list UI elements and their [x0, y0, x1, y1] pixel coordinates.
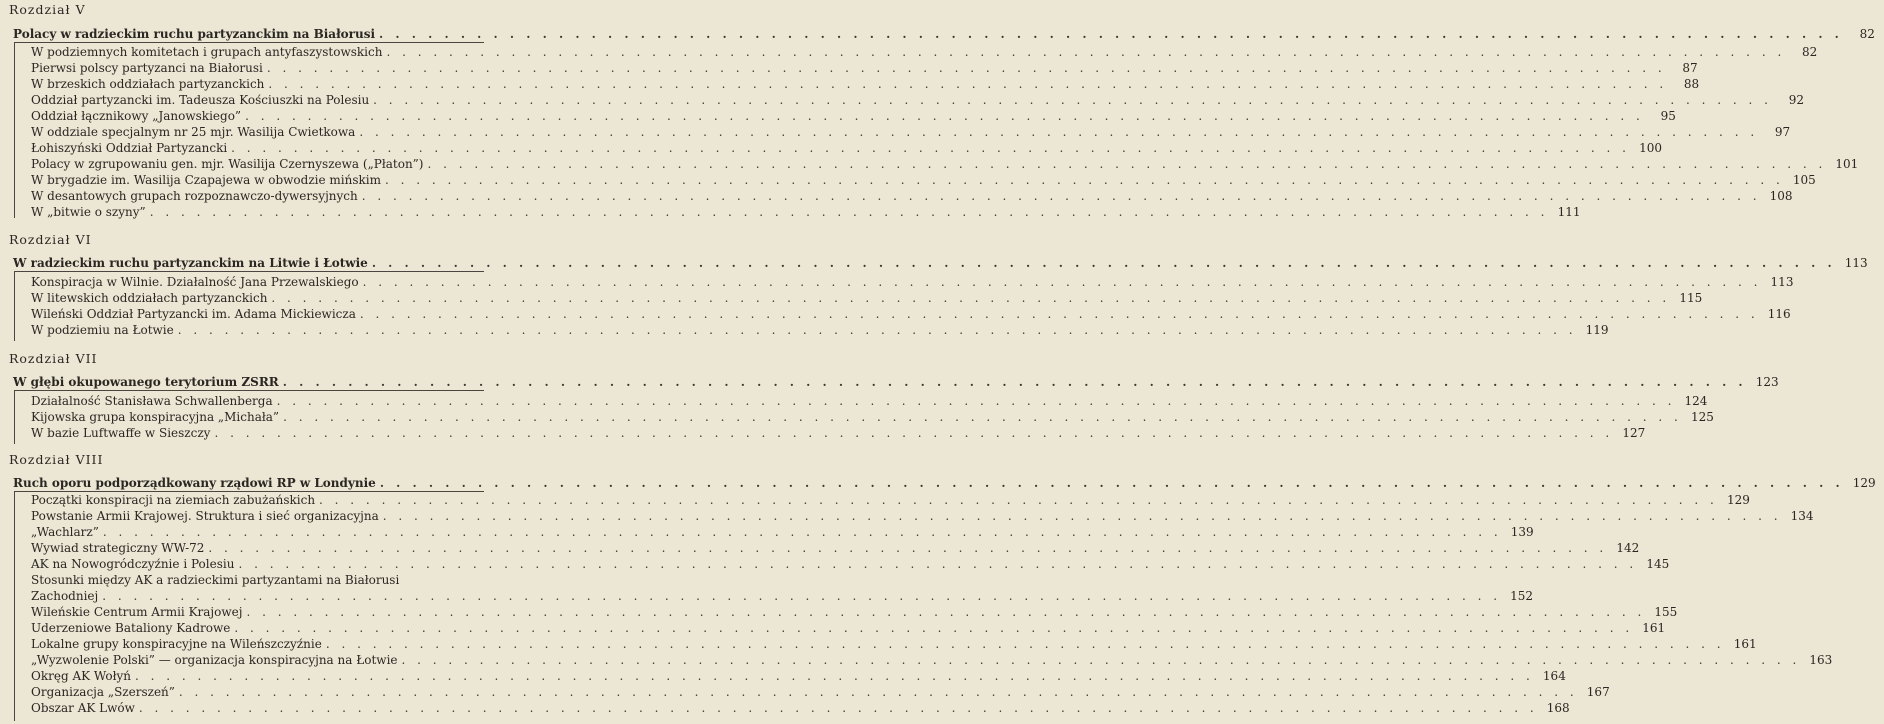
page-number: 134 [1790, 509, 1814, 523]
toc-entry [0, 524, 1534, 540]
entry-title: W oddziale specjalnym nr 25 mjr. Wasilija Cwietkowa [31, 125, 356, 139]
entry-title: W głębi okupowanego terytorium ZSRR [13, 375, 279, 389]
page-number: 139 [1510, 525, 1534, 539]
chapter-main-entry [0, 374, 1779, 390]
page-number: 124 [1684, 394, 1708, 408]
toc-entry [0, 572, 531, 588]
leader-dots [359, 124, 1758, 140]
page-number: 87 [1682, 61, 1698, 75]
leader-dots [428, 156, 1827, 172]
leader-dots [360, 306, 1759, 322]
leader-dots [102, 588, 1501, 604]
toc-entry [0, 60, 1698, 76]
toc-entry [0, 204, 1581, 220]
chapter-main-entry [0, 475, 1876, 491]
entry-title: AK na Nowogródczyźnie i Polesiu [31, 557, 235, 571]
entry-title: Uderzeniowe Bataliony Kadrowe [31, 621, 231, 635]
page-number: 95 [1660, 109, 1676, 123]
leader-dots [326, 636, 1725, 652]
entry-title: Lokalne grupy konspiracyjne na Wileńszczyźnie [31, 637, 322, 651]
leader-dots [135, 668, 1534, 684]
leader-dots [267, 60, 1666, 76]
toc-entry [0, 140, 1662, 156]
entry-title: Okręg AK Wołyń [31, 669, 132, 683]
leader-dots [234, 620, 1633, 636]
leader-dots [139, 700, 1538, 716]
leader-dots [179, 684, 1578, 700]
page-number: 88 [1683, 77, 1700, 91]
toc-entry [0, 700, 1570, 716]
page-number: 125 [1690, 410, 1714, 424]
page-number: 168 [1546, 701, 1570, 715]
toc-entry [0, 556, 1670, 572]
leader-dots [363, 274, 1762, 290]
toc-entry [0, 508, 1814, 524]
entry-title: W radzieckim ruchu partyzanckim na Litwie i Łotwie [13, 256, 368, 270]
toc-entry [0, 684, 1610, 700]
entry-title: W brygadzie im. Wasilija Czapajewa w obwodzie mińskim [31, 173, 381, 187]
entry-title: Kijowska grupa konspiracyjna „Michała” [31, 410, 280, 424]
page-number: 92 [1788, 93, 1804, 107]
chapter-heading: Rozdział VII [9, 351, 98, 366]
leader-dots [380, 475, 1844, 491]
divider [14, 390, 484, 391]
entry-title: W litewskich oddziałach partyzanckich [31, 291, 268, 305]
page-number: 145 [1646, 557, 1670, 571]
toc-entry [0, 156, 1859, 172]
entry-title: „Wyzwolenie Polski” — organizacja konspiracyjna na Łotwie [31, 653, 398, 667]
entry-title: „Wachlarz” [31, 525, 99, 539]
page-number: 161 [1733, 637, 1757, 651]
divider [14, 271, 484, 272]
toc-entry [0, 492, 1750, 508]
entry-title: Zachodniej [31, 589, 99, 603]
page-number: 82 [1801, 45, 1818, 59]
page-number: 101 [1835, 157, 1859, 171]
entry-title: W brzeskich oddziałach partyzanckich [31, 77, 265, 91]
entry-title: Wileńskie Centrum Armii Krajowej [31, 605, 243, 619]
entry-title: Początki konspiracji na ziemiach zabużańskich [31, 493, 316, 507]
toc-entry [0, 652, 1833, 668]
leader-dots [246, 604, 1645, 620]
toc-entry [0, 425, 1646, 441]
leader-dots [271, 290, 1670, 306]
leader-dots [245, 108, 1644, 124]
page-number: 127 [1622, 426, 1646, 440]
toc-entry [0, 409, 1714, 425]
entry-title: Wywiad strategiczny WW-72 [31, 541, 205, 555]
page-number: 105 [1792, 173, 1816, 187]
chapter-heading: Rozdział V [9, 2, 86, 17]
toc-entry [0, 188, 1793, 204]
toc-entry [0, 393, 1708, 409]
entry-title: Wileński Oddział Partyzancki im. Adama Mickiewicza [31, 307, 356, 321]
entry-title: Ruch oporu podporządkowany rządowi RP w Londynie [13, 476, 376, 490]
entry-title: Polacy w radzieckim ruchu partyzanckim na Białorusi [13, 27, 376, 41]
toc-entry [0, 44, 1818, 60]
page-number: 111 [1557, 205, 1581, 219]
entry-title: W podziemiu na Łotwie [31, 323, 174, 337]
toc-entry [0, 306, 1791, 322]
entry-title: W „bitwie o szyny” [31, 205, 146, 219]
leader-dots [277, 393, 1676, 409]
chapter-heading: Rozdział VI [9, 232, 92, 247]
toc-entry [0, 540, 1640, 556]
toc-entry [0, 290, 1703, 306]
page-number: 167 [1586, 685, 1610, 699]
leader-dots [283, 409, 1682, 425]
toc-entry [0, 604, 1678, 620]
entry-title: W podziemnych komitetach i grupach antyfaszystowskich [31, 45, 383, 59]
divider [14, 42, 484, 43]
chapter-main-entry [0, 26, 1875, 42]
page-number: 164 [1542, 669, 1566, 683]
leader-dots [268, 76, 1667, 92]
page-number: 152 [1510, 589, 1534, 603]
toc-entry [0, 636, 1757, 652]
page-number: 115 [1679, 291, 1703, 305]
page-number: 119 [1585, 323, 1609, 337]
leader-dots [402, 652, 1801, 668]
chapter-main-entry [0, 255, 1868, 271]
page-number: 100 [1639, 141, 1662, 155]
leader-dots [362, 188, 1761, 204]
leader-dots [283, 374, 1747, 390]
page-number: 163 [1809, 653, 1833, 667]
toc-entry [0, 588, 1534, 604]
toc-entry [0, 620, 1666, 636]
page-number: 155 [1654, 605, 1678, 619]
toc-entry [0, 76, 1700, 92]
leader-dots [150, 204, 1549, 220]
entry-title: Organizacja „Szerszeń” [31, 685, 175, 699]
entry-title: Łohiszyński Oddział Partyzancki [31, 141, 228, 155]
leader-dots [214, 425, 1613, 441]
page-number: 161 [1642, 621, 1666, 635]
page-number: 82 [1859, 27, 1875, 41]
entry-title: Pierwsi polscy partyzanci na Białorusi [31, 61, 263, 75]
entry-title: W bazie Luftwaffe w Sieszczy [31, 426, 211, 440]
toc-entry [0, 108, 1676, 124]
leader-dots [178, 322, 1577, 338]
page-number: 108 [1769, 189, 1793, 203]
leader-dots [103, 524, 1502, 540]
leader-dots [238, 556, 1637, 572]
leader-dots [385, 172, 1784, 188]
page-number: 113 [1770, 275, 1794, 289]
toc-entry [0, 668, 1566, 684]
leader-dots [208, 540, 1607, 556]
leader-dots [319, 492, 1718, 508]
page-number: 113 [1844, 256, 1868, 270]
toc-entry [0, 322, 1609, 338]
leader-dots [373, 92, 1772, 108]
leader-dots [372, 255, 1836, 271]
leader-dots [383, 508, 1782, 524]
entry-title: Oddział partyzancki im. Tadeusza Kościuszki na Polesiu [31, 93, 370, 107]
entry-title: Powstanie Armii Krajowej. Struktura i sieć organizacyjna [31, 509, 379, 523]
page-number: 129 [1726, 493, 1750, 507]
page-number: 142 [1616, 541, 1640, 555]
toc-entry [0, 124, 1791, 140]
entry-title: Konspiracja w Wilnie. Działalność Jana Przewalskiego [31, 275, 359, 289]
entry-title: Obszar AK Lwów [31, 701, 135, 715]
toc-entry [0, 92, 1804, 108]
page-number: 116 [1767, 307, 1791, 321]
chapter-heading: Rozdział VIII [9, 452, 104, 467]
toc-entry [0, 172, 1816, 188]
page-number: 129 [1852, 476, 1876, 490]
leader-dots [231, 140, 1630, 156]
entry-title: Oddział łącznikowy „Janowskiego” [31, 109, 242, 123]
entry-title: Działalność Stanisława Schwallenberga [31, 394, 273, 408]
leader-dots [379, 26, 1843, 42]
page-number: 123 [1755, 375, 1779, 389]
toc-entry [0, 274, 1794, 290]
entry-title: Polacy w zgrupowaniu gen. mjr. Wasilija Czernyszewa („Płaton”) [31, 157, 424, 171]
entry-title: W desantowych grupach rozpoznawczo-dywersyjnych [31, 189, 358, 203]
page-number: 97 [1774, 125, 1791, 139]
entry-title: Stosunki między AK a radzieckimi partyzantami na Białorusi [31, 573, 400, 587]
leader-dots [386, 44, 1785, 60]
